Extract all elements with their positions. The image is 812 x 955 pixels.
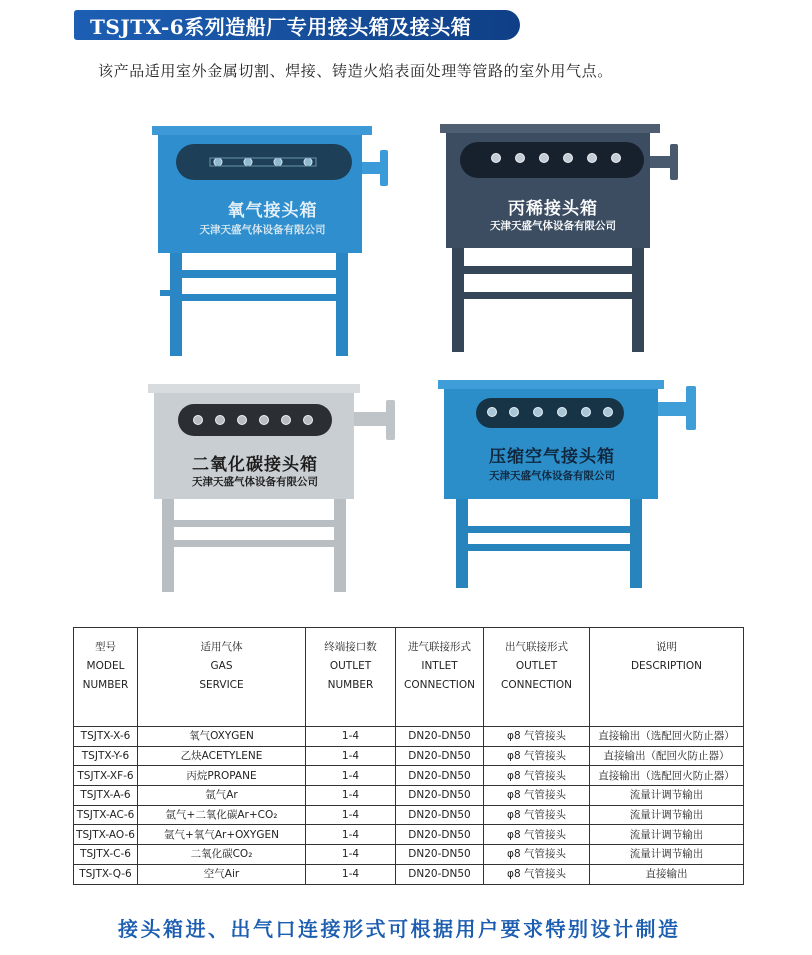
table-cell: DN20-DN50: [396, 845, 484, 865]
table-cell: DN20-DN50: [396, 805, 484, 825]
table-cell: 1-4: [306, 746, 396, 766]
table-header-cell: [590, 628, 744, 727]
table-cell: TSJTX-C-6: [74, 845, 138, 865]
table-cell: DN20-DN50: [396, 864, 484, 884]
product-name: 压缩空气接头箱: [489, 447, 615, 467]
table-cell: 流量计调节输出: [590, 805, 744, 825]
header-line: NUMBER: [327, 679, 374, 691]
header-line: OUTLET: [515, 660, 558, 672]
table-cell: 1-4: [306, 805, 396, 825]
table-cell: 流量计调节输出: [590, 825, 744, 845]
table-cell: 乙炔ACETYLENE: [138, 746, 306, 766]
intro-text: 该产品适用室外金属切割、焊接、铸造火焰表面处理等管路的室外用气点。: [98, 62, 613, 80]
table-cell: DN20-DN50: [396, 746, 484, 766]
table-cell: 直接输出（选配回火防止器）: [590, 766, 744, 786]
propylene-box-illustration: [438, 120, 688, 356]
header-line: 进气联接形式: [408, 641, 471, 653]
table-row: [74, 786, 744, 806]
table-cell: 1-4: [306, 786, 396, 806]
table-body: [74, 727, 744, 885]
product-propylene-box: [438, 120, 688, 356]
table-cell: DN20-DN50: [396, 825, 484, 845]
header-line: SERVICE: [199, 679, 244, 691]
header-line: INTLET: [421, 660, 458, 672]
header-line: 出气联接形式: [505, 641, 568, 653]
header-line: 说明: [656, 641, 677, 653]
table-row: [74, 845, 744, 865]
header-line: OUTLET: [329, 660, 372, 672]
table-cell: 流量计调节输出: [590, 845, 744, 865]
product-company: 天津天盛气体设备有限公司: [490, 220, 616, 232]
table-cell: TSJTX-XF-6: [74, 766, 138, 786]
header-line: DESCRIPTION: [630, 660, 703, 672]
table-cell: φ8 气管接头: [484, 805, 590, 825]
product-oxygen-box: [150, 122, 395, 358]
table-cell: φ8 气管接头: [484, 727, 590, 747]
product-name: 氧气接头箱: [227, 201, 318, 221]
table-cell: 流量计调节输出: [590, 786, 744, 806]
table-cell: 1-4: [306, 864, 396, 884]
table-cell: φ8 气管接头: [484, 746, 590, 766]
footer-note: 接头箱进、出气口连接形式可根据用户要求特别设计制造: [118, 917, 681, 941]
table-cell: TSJTX-AC-6: [74, 805, 138, 825]
table-header-cell: [306, 628, 396, 727]
table-row: [74, 805, 744, 825]
header-line: GAS: [210, 660, 233, 672]
table-cell: 氩气+氧气Ar+OXYGEN: [138, 825, 306, 845]
table-cell: TSJTX-AO-6: [74, 825, 138, 845]
table-cell: TSJTX-A-6: [74, 786, 138, 806]
table-cell: 二氧化碳CO₂: [138, 845, 306, 865]
table-header-cell: [138, 628, 306, 727]
header-line: NUMBER: [82, 679, 129, 691]
table-cell: DN20-DN50: [396, 766, 484, 786]
air-box-illustration: [436, 376, 700, 590]
table-cell: 直接输出（配回火防止器）: [590, 746, 744, 766]
table-cell: 氧气OXYGEN: [138, 727, 306, 747]
table-cell: 1-4: [306, 766, 396, 786]
title-banner: [74, 10, 520, 40]
table-cell: 丙烷PROPANE: [138, 766, 306, 786]
product-name: 丙稀接头箱: [508, 199, 598, 219]
table-header-cell: [74, 628, 138, 727]
product-name: 二氧化碳接头箱: [192, 455, 318, 475]
header-line: CONNECTION: [404, 679, 475, 691]
table-cell: φ8 气管接头: [484, 766, 590, 786]
table-cell: 1-4: [306, 727, 396, 747]
product-company: 天津天盛气体设备有限公司: [192, 476, 318, 488]
table-cell: φ8 气管接头: [484, 825, 590, 845]
product-company: 天津天盛气体设备有限公司: [489, 470, 615, 482]
table-cell: 直接输出（选配回火防止器）: [590, 727, 744, 747]
header-line: 终端接口数: [324, 641, 377, 653]
table-cell: TSJTX-X-6: [74, 727, 138, 747]
spec-table: [73, 627, 744, 885]
table-cell: 氩气Ar: [138, 786, 306, 806]
table-cell: φ8 气管接头: [484, 845, 590, 865]
table-cell: DN20-DN50: [396, 786, 484, 806]
table-cell: φ8 气管接头: [484, 864, 590, 884]
header-line: MODEL: [86, 660, 125, 672]
table-row: [74, 825, 744, 845]
table-cell: DN20-DN50: [396, 727, 484, 747]
table-cell: 空气Air: [138, 864, 306, 884]
product-co2-box: [146, 380, 404, 594]
oxygen-box-illustration: [150, 122, 395, 358]
table-row: [74, 766, 744, 786]
table-cell: TSJTX-Y-6: [74, 746, 138, 766]
table-cell: 1-4: [306, 825, 396, 845]
table-header-cell: [484, 628, 590, 727]
product-company: 天津天盛气体设备有限公司: [199, 224, 326, 236]
header-line: 型号: [95, 641, 116, 653]
table-cell: TSJTX-Q-6: [74, 864, 138, 884]
table-row: [74, 727, 744, 747]
page-title: TSJTX-6系列造船厂专用接头箱及接头箱: [90, 14, 472, 39]
table-row: [74, 746, 744, 766]
table-cell: φ8 气管接头: [484, 786, 590, 806]
header-line: 适用气体: [200, 641, 243, 653]
table-header-cell: [396, 628, 484, 727]
table-header-row: [74, 628, 744, 727]
product-air-box: [436, 376, 700, 590]
table-cell: 1-4: [306, 845, 396, 865]
table-cell: 直接输出: [590, 864, 744, 884]
table-cell: 氩气+二氧化碳Ar+CO₂: [138, 805, 306, 825]
table-row: [74, 864, 744, 884]
header-line: CONNECTION: [501, 679, 572, 691]
